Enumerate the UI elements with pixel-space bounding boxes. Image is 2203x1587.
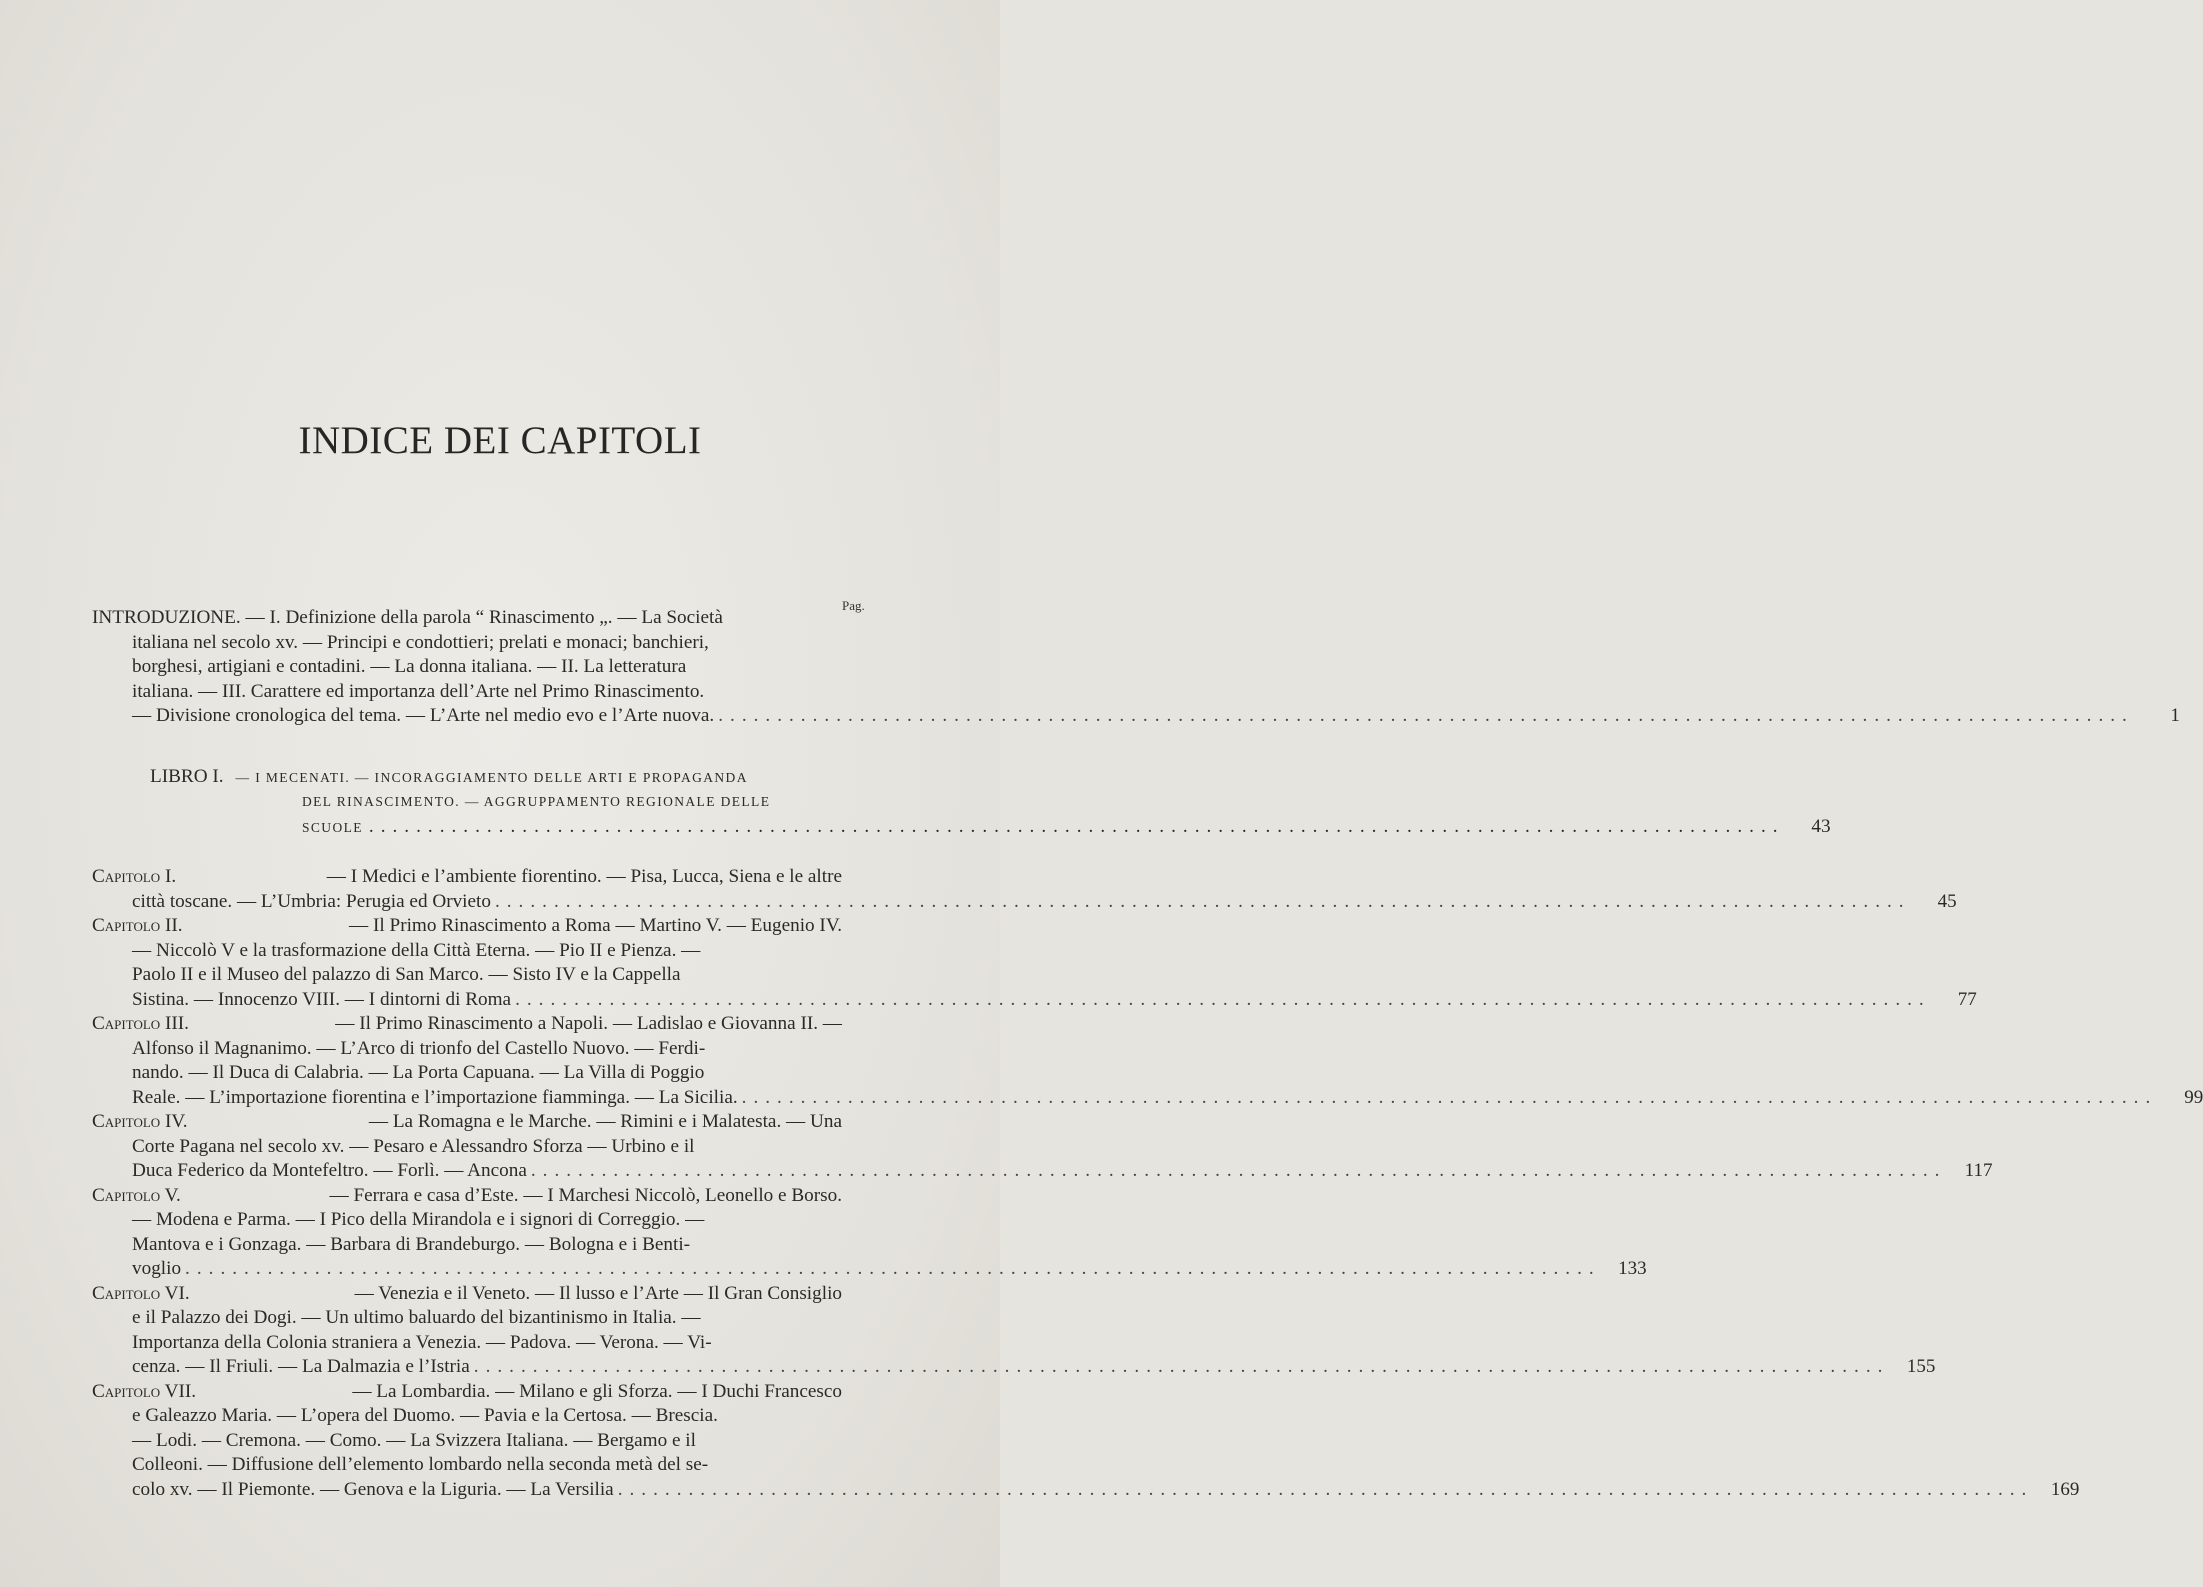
toc-line-text: — I Medici e l’ambiente fiorentino. — Pisa, Lucca, Siena e le altre xyxy=(326,866,842,887)
toc-line-text: Paolo II e il Museo del palazzo di San Marco. — Sisto IV e la Cappella xyxy=(132,964,681,985)
toc-line-text: — Il Primo Rinascimento a Napoli. — Ladislao e Giovanna II. — xyxy=(335,1013,842,1034)
toc-line-last xyxy=(92,890,1957,915)
page-number: 155 xyxy=(1906,1356,1936,1377)
chapter-label: Capitolo VI. xyxy=(92,1282,190,1304)
toc-line xyxy=(92,1380,892,1405)
toc-line-text: Alfonso il Magnanimo. — L’Arco di trionfo del Castello Nuovo. — Ferdi- xyxy=(132,1037,706,1059)
chapter-label: Capitolo V. xyxy=(92,1184,181,1206)
toc-line-text: — La Lombardia. — Milano e gli Sforza. — I Duchi Francesco xyxy=(352,1380,842,1402)
chapter-label: Capitolo I. xyxy=(92,866,177,887)
toc-line xyxy=(92,1037,892,1062)
toc-line-last xyxy=(92,988,1977,1013)
page-number: 169 xyxy=(2050,1478,2080,1500)
toc-line-text: cenza. — Il Friuli. — La Dalmazia e l’Istria xyxy=(132,1356,470,1377)
toc-entry-chapter[interactable] xyxy=(92,1184,1647,1282)
toc-line xyxy=(92,1453,892,1478)
toc-line: INTRODUZIONE. — I. Definizione della parola “ Rinascimento „. — La Società xyxy=(92,607,723,628)
toc-line xyxy=(92,939,892,964)
toc-line-text: Colleoni. — Diffusione dell’elemento lombardo nella seconda metà del se- xyxy=(132,1454,709,1475)
page-number: 117 xyxy=(1964,1160,1993,1181)
page-number: 1 xyxy=(2170,705,2180,726)
page-number: 133 xyxy=(1618,1258,1647,1279)
chapter-label: Capitolo VII. xyxy=(92,1380,197,1402)
toc-line-text: Importanza della Colonia straniera a Venezia. — Padova. — Verona. — Vi- xyxy=(132,1331,712,1353)
toc-line-text: città toscane. — L’Umbria: Perugia ed Orvieto xyxy=(132,890,491,912)
toc-line xyxy=(92,1306,892,1331)
leader-dots: ........................................................................................................................ xyxy=(515,988,1931,1010)
toc-line xyxy=(92,914,892,939)
libro-heading: LIBRO I. xyxy=(150,766,224,787)
toc-line xyxy=(92,1331,892,1356)
toc-entry-chapter[interactable] xyxy=(92,1282,1936,1380)
leader-dots: ........................................................................................................................ xyxy=(741,1086,2158,1108)
toc-line-text: e Galeazzo Maria. — L’opera del Duomo. — Pavia e la Certosa. — Brescia. xyxy=(132,1405,718,1426)
libro-subtitle: DEL RINASCIMENTO. — AGGRUPPAMENTO REGIONALE DELLE xyxy=(302,794,771,809)
toc-line xyxy=(92,1208,892,1233)
toc-entry-chapter[interactable] xyxy=(92,865,1957,914)
page-number: 99 xyxy=(2184,1086,2203,1108)
libro-line xyxy=(150,765,890,790)
toc-line-text: voglio xyxy=(132,1258,182,1279)
toc-entry-chapter[interactable] xyxy=(92,1110,1993,1184)
toc-line: borghesi, artigiani e contadini. — La donna italiana. — II. La letteratura xyxy=(132,656,687,677)
toc-line xyxy=(92,1061,892,1086)
page-column-label: Pag. xyxy=(842,598,865,613)
page-number: 43 xyxy=(1811,816,1831,837)
leader-dots: ........................................................................................................................ xyxy=(617,1478,2034,1500)
toc-line-last xyxy=(92,704,2180,729)
toc-line xyxy=(92,963,892,988)
toc-line-text: — La Romagna e le Marche. — Rimini e i Malatesta. — Una xyxy=(368,1111,842,1132)
toc-line: italiana. — III. Carattere ed importanza dell’Arte nel Primo Rinascimento. xyxy=(132,680,705,702)
leader-dots: ........................................................................................................................ xyxy=(368,816,1785,837)
toc-line xyxy=(92,1282,892,1307)
toc-line-text: Mantova e i Gonzaga. — Barbara di Brandeburgo. — Bologna e i Benti- xyxy=(132,1233,691,1255)
toc-line-text: Reale. — L’importazione fiorentina e l’importazione fiamminga. — La Sicilia. xyxy=(132,1086,738,1108)
toc-line-text: Corte Pagana nel secolo xv. — Pesaro e Alessandro Sforza — Urbino e il xyxy=(132,1135,695,1157)
toc-line-text: colo xv. — Il Piemonte. — Genova e la Liguria. — La Versilia xyxy=(132,1478,614,1500)
toc-line xyxy=(92,1110,892,1135)
toc-line-text: e il Palazzo dei Dogi. — Un ultimo baluardo del bizantinismo in Italia. — xyxy=(132,1307,701,1328)
chapter-label: Capitolo III. xyxy=(92,1013,189,1034)
toc-line-text: — Venezia e il Veneto. — Il lusso e l’Arte — Il Gran Consiglio xyxy=(354,1282,842,1304)
toc-line-text: Duca Federico da Montefeltro. — Forlì. — Ancona xyxy=(132,1160,527,1181)
toc-line xyxy=(92,1429,892,1454)
page-title: INDICE DEI CAPITOLI xyxy=(298,419,702,462)
toc-line xyxy=(92,865,892,890)
toc-entry-chapter[interactable] xyxy=(92,914,1977,1012)
toc-line-text: nando. — Il Duca di Calabria. — La Porta Capuana. — La Villa di Poggio xyxy=(132,1062,705,1083)
toc-line-text: — Il Primo Rinascimento a Roma — Martino V. — Eugenio IV. xyxy=(349,915,842,936)
toc-line: italiana nel secolo xv. — Principi e condottieri; prelati e monaci; banchieri, xyxy=(132,631,709,653)
libro-line-last xyxy=(150,815,1831,840)
toc-line xyxy=(92,1135,892,1160)
toc-entry-introduzione[interactable] xyxy=(92,606,2180,729)
toc-line-text: — Niccolò V e la trasformazione della Città Eterna. — Pio II e Pienza. — xyxy=(132,939,701,961)
toc-entry-chapter[interactable] xyxy=(92,1380,2080,1503)
leader-dots: ........................................................................................................................ xyxy=(473,1356,1890,1377)
toc-line-last xyxy=(92,1086,2203,1111)
toc-entry-chapter[interactable] xyxy=(92,1012,2203,1110)
chapter-label: Capitolo IV. xyxy=(92,1111,188,1132)
toc-line-last xyxy=(92,1355,1936,1380)
toc-line-text: — Modena e Parma. — I Pico della Mirandola e i signori di Correggio. — xyxy=(132,1209,705,1230)
toc-line-text: Sistina. — Innocenzo VIII. — I dintorni di Roma xyxy=(132,988,512,1010)
leader-dots: ........................................................................................................................ xyxy=(530,1160,1947,1181)
leader-dots: ........................................................................................................................ xyxy=(718,705,2134,726)
page-number: 45 xyxy=(1937,890,1957,912)
toc-line-text: — Ferrara e casa d’Este. — I Marchesi Niccolò, Leonello e Borso. xyxy=(329,1184,842,1206)
toc-line-last xyxy=(92,1159,1993,1184)
libro-subtitle: — I MECENATI. — INCORAGGIAMENTO DELLE ARTI E PROPAGANDA xyxy=(235,770,748,785)
libro-line xyxy=(150,790,890,815)
toc-line xyxy=(92,1184,892,1209)
toc-line xyxy=(92,1012,892,1037)
toc-line-last xyxy=(92,1478,2080,1503)
toc-line-text: — Lodi. — Cremona. — Como. — La Svizzera Italiana. — Bergamo e il xyxy=(132,1429,696,1451)
libro-subtitle: SCUOLE xyxy=(302,820,363,835)
toc-entry-libro-1[interactable] xyxy=(150,765,1831,840)
leader-dots: ........................................................................................................................ xyxy=(494,890,1911,912)
toc-line xyxy=(92,1233,892,1258)
toc-line-last xyxy=(92,1257,1647,1282)
chapter-label: Capitolo II. xyxy=(92,915,183,936)
toc-line xyxy=(92,1404,892,1429)
leader-dots: ........................................................................................................................ xyxy=(185,1258,1601,1279)
page-number: 77 xyxy=(1957,988,1977,1010)
toc-line-text: — Divisione cronologica del tema. — L’Arte nel medio evo e l’Arte nuova. xyxy=(132,705,715,726)
